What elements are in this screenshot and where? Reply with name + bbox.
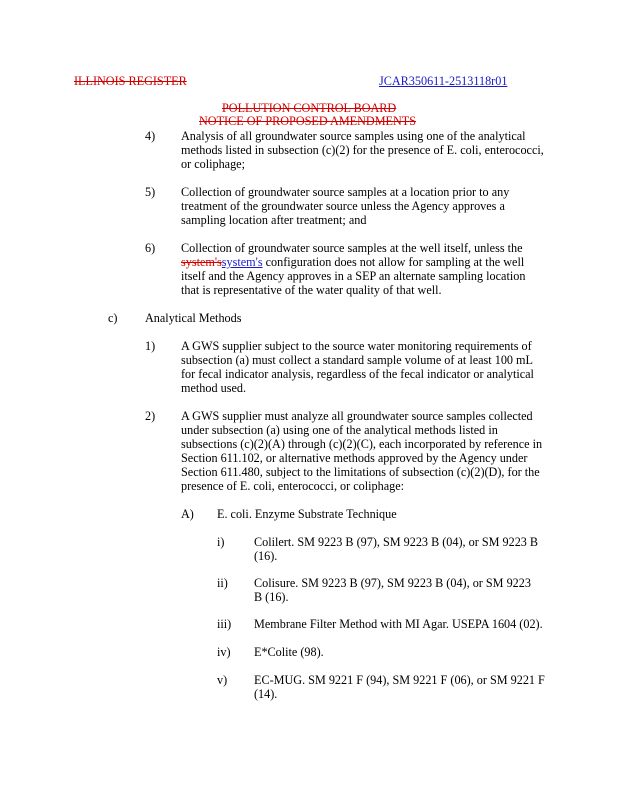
document-code: JCAR350611-2513118r01 xyxy=(379,74,508,88)
text-line: (14). xyxy=(254,687,278,701)
section-number: c) xyxy=(108,311,118,325)
notice-title: NOTICE OF PROPOSED AMENDMENTS xyxy=(199,114,417,128)
text-line: treatment of the groundwater source unless the Agency approves a xyxy=(181,199,505,213)
text-line xyxy=(181,255,525,269)
method-number: iii) xyxy=(217,617,232,631)
text-line: A GWS supplier subject to the source water monitoring requirements of xyxy=(181,339,532,353)
list-item xyxy=(181,129,544,171)
item-number: 1) xyxy=(145,339,156,353)
text-line: Colilert. SM 9223 B (97), SM 9223 B (04), or SM 9223 B xyxy=(254,535,539,549)
list-item xyxy=(181,241,525,297)
inserted-text: system's xyxy=(221,255,263,269)
text-line: method used. xyxy=(181,381,246,395)
method-number: ii) xyxy=(217,576,228,590)
text-line: under subsection (a) using one of the analytical methods listed in xyxy=(181,423,498,437)
item-number: 4) xyxy=(145,129,156,143)
text-line: sampling location after treatment; and xyxy=(181,213,367,227)
text-line: Membrane Filter Method with MI Agar. USEPA 1604 (02). xyxy=(254,617,543,631)
text-line: subsection (a) must collect a standard sample volume of at least 100 mL xyxy=(181,353,533,367)
text-line: subsections (c)(2)(A) through (c)(2)(C), each incorporated by reference in xyxy=(181,437,543,451)
board-title: POLLUTION CONTROL BOARD xyxy=(222,101,397,115)
text-line: itself and the Agency approves in a SEP an alternate sampling location xyxy=(181,269,526,283)
list-item xyxy=(181,339,534,395)
text-line: Section 611.102, or alternative methods approved by the Agency under xyxy=(181,451,528,465)
method-item xyxy=(254,645,324,659)
item-number: 2) xyxy=(145,409,156,423)
text-line: Collection of groundwater source samples at a location prior to any xyxy=(181,185,510,199)
method-number: v) xyxy=(217,673,228,687)
text-line: or coliphage; xyxy=(181,157,245,171)
text-line: (16). xyxy=(254,549,278,563)
method-item xyxy=(254,617,543,631)
text-line: EC-MUG. SM 9221 F (94), SM 9221 F (06), or SM 9221 F xyxy=(254,673,545,687)
method-item xyxy=(254,535,538,563)
text-line: E*Colite (98). xyxy=(254,645,324,659)
text-line: presence of E. coli, enterococci, or coliphage: xyxy=(181,479,404,493)
list-item xyxy=(181,185,509,227)
text-line: Analysis of all groundwater source samples using one of the analytical xyxy=(181,129,526,143)
method-item xyxy=(254,673,545,701)
text-line: that is representative of the water quality of that well. xyxy=(181,283,442,297)
method-number: iv) xyxy=(217,645,231,659)
subsection-title: E. coli. Enzyme Substrate Technique xyxy=(217,507,397,521)
text-line: for fecal indicator analysis, regardless of the fecal indicator or analytical xyxy=(181,367,534,381)
subsection-number: A) xyxy=(181,507,194,521)
text-line: methods listed in subsection (c)(2) for the presence of E. coli, enterococci, xyxy=(181,143,544,157)
text-line: Collection of groundwater source samples at the well itself, unless the xyxy=(181,241,523,255)
text-line: Colisure. SM 9223 B (97), SM 9223 B (04), or SM 9223 xyxy=(254,576,531,590)
register-name: ILLINOIS REGISTER xyxy=(74,74,187,88)
item-number: 6) xyxy=(145,241,156,255)
section-title: Analytical Methods xyxy=(145,311,242,325)
method-number: i) xyxy=(217,535,225,549)
text-line: Section 611.480, subject to the limitations of subsection (c)(2)(D), for the xyxy=(181,465,540,479)
text-line: B (16). xyxy=(254,590,289,604)
item-number: 5) xyxy=(145,185,156,199)
list-item xyxy=(181,409,542,493)
deleted-text: system's xyxy=(181,255,222,269)
text-segment: configuration does not allow for sampling at the well xyxy=(262,255,525,269)
method-item xyxy=(254,576,531,604)
text-line: A GWS supplier must analyze all groundwater source samples collected xyxy=(181,409,533,423)
